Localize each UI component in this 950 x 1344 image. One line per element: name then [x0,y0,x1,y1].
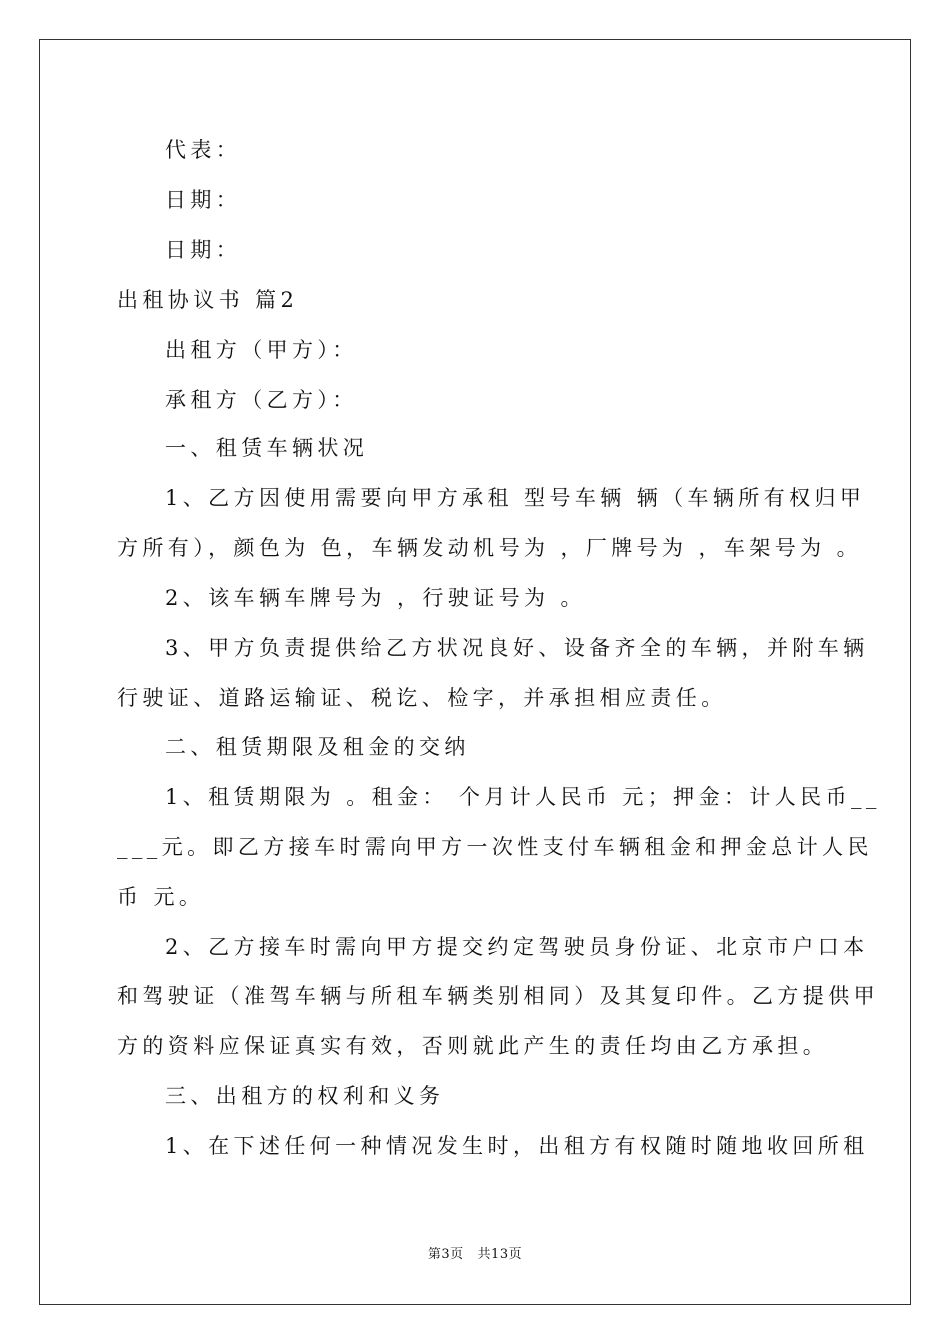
text-line: 出租方（甲方）： [165,338,358,362]
text-line: 2、乙方接车时需向甲方提交约定驾驶员身份证、北京市户口本 [165,935,869,959]
text-line: 方所有），颜色为 色，车辆发动机号为 ，厂牌号为 ，车架号为 。 [117,536,862,560]
section-heading: 三、出租方的权利和义务 [165,1084,445,1108]
text-line: 行驶证、道路运输证、税讫、检字，并承担相应责任。 [117,686,727,710]
text-line: ___元。即乙方接车时需向甲方一次性支付车辆租金和押金总计人民 [117,835,873,859]
text-line: 承租方（乙方）： [165,388,358,412]
text-line: 1、租赁期限为 。租金： 个月计人民币 元；押金：计人民币__ [165,785,881,809]
text-line: 币 元。 [117,885,205,909]
section-heading: 一、租赁车辆状况 [165,436,369,460]
text-line: 方的资料应保证真实有效，否则就此产生的责任均由乙方承担。 [117,1034,829,1058]
page-frame [39,39,911,1305]
page-footer: 第3页 共13页 [427,1247,523,1262]
text-line: 1、乙方因使用需要向甲方承租 型号车辆 辆（车辆所有权归甲 [165,486,866,510]
section-heading: 二、租赁期限及租金的交纳 [165,735,470,759]
section-title: 出租协议书 篇2 [117,288,299,312]
text-line: 日期： [165,188,242,212]
text-line: 日期： [165,238,242,262]
text-line: 1、在下述任何一种情况发生时，出租方有权随时随地收回所租 [165,1134,869,1158]
text-line: 3、甲方负责提供给乙方状况良好、设备齐全的车辆，并附车辆 [165,636,869,660]
text-line: 2、该车辆车牌号为 ，行驶证号为 。 [165,586,586,610]
text-line: 代表： [165,138,242,162]
text-line: 和驾驶证（准驾车辆与所租车辆类别相同）及其复印件。乙方提供甲 [117,984,879,1008]
